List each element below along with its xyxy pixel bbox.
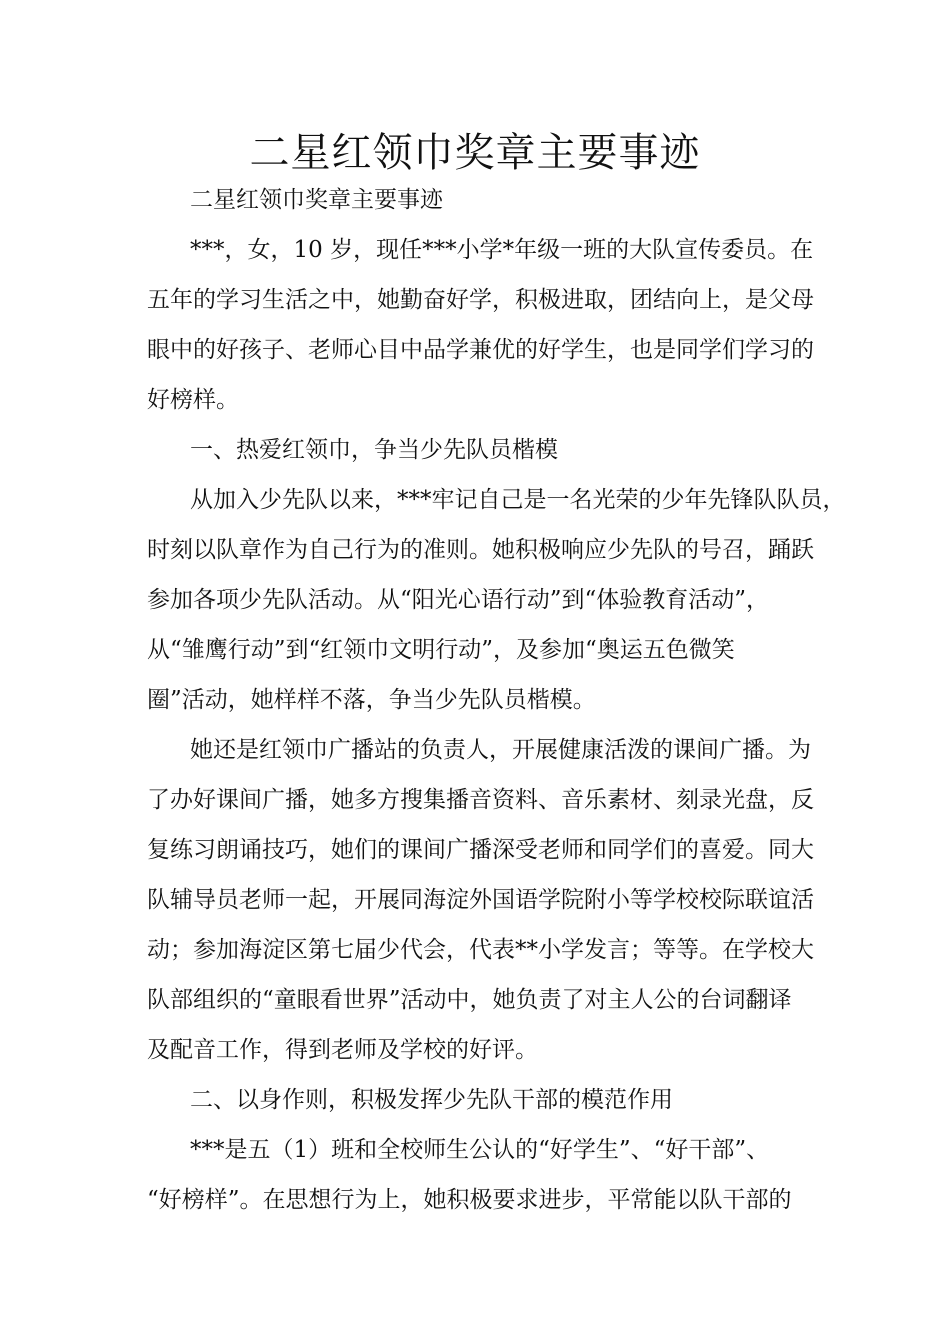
document-title: 二星红领巾奖章主要事迹: [249, 130, 701, 176]
section-heading-1: 一、热爱红领巾，争当少先队员楷模: [190, 437, 558, 463]
text-line: ***是五（1）班和全校师生公认的“好学生”、“好干部”、: [190, 1137, 770, 1163]
text-line: ***，女，10 岁，现任***小学*年级一班的大队宣传委员。在: [190, 237, 814, 263]
section-heading-2: 二、以身作则，积极发挥少先队干部的模范作用: [190, 1087, 673, 1113]
text-line: “好榜样”。在思想行为上，她积极要求进步，平常能以队干部的: [147, 1187, 792, 1213]
text-line: 了办好课间广播，她多方搜集播音资料、音乐素材、刻录光盘，反: [147, 787, 814, 813]
text-line: 及配音工作，得到老师及学校的好评。: [147, 1037, 538, 1063]
text-line: 动；参加海淀区第七届少代会，代表**小学发言；等等。在学校大: [147, 937, 814, 963]
text-line: 时刻以队章作为自己行为的准则。她积极响应少先队的号召，踊跃: [147, 537, 814, 563]
subtitle-line: 二星红领巾奖章主要事迹: [190, 187, 443, 213]
text-line: 从“雏鹰行动”到“红领巾文明行动”，及参加“奥运五色微笑: [147, 637, 735, 663]
text-line: 好榜样。: [147, 387, 239, 413]
text-line: 五年的学习生活之中，她勤奋好学，积极进取，团结向上，是父母: [147, 287, 814, 313]
text-line: 她还是红领巾广播站的负责人，开展健康活泼的课间广播。为: [190, 737, 811, 763]
text-line: 复练习朗诵技巧，她们的课间广播深受老师和同学们的喜爱。同大: [147, 837, 814, 863]
text-line: 队部组织的“童眼看世界”活动中，她负责了对主人公的台词翻译: [147, 987, 792, 1013]
text-line: 从加入少先队以来，***牢记自己是一名光荣的少年先锋队队员，: [190, 487, 846, 513]
text-line: 眼中的好孩子、老师心目中品学兼优的好学生，也是同学们学习的: [147, 337, 814, 363]
text-line: 参加各项少先队活动。从“阳光心语行动”到“体验教育活动”，: [147, 587, 770, 613]
text-line: 队辅导员老师一起，开展同海淀外国语学院附小等学校校际联谊活: [147, 887, 814, 913]
text-line: 圈”活动，她样样不落，争当少先队员楷模。: [147, 687, 596, 713]
